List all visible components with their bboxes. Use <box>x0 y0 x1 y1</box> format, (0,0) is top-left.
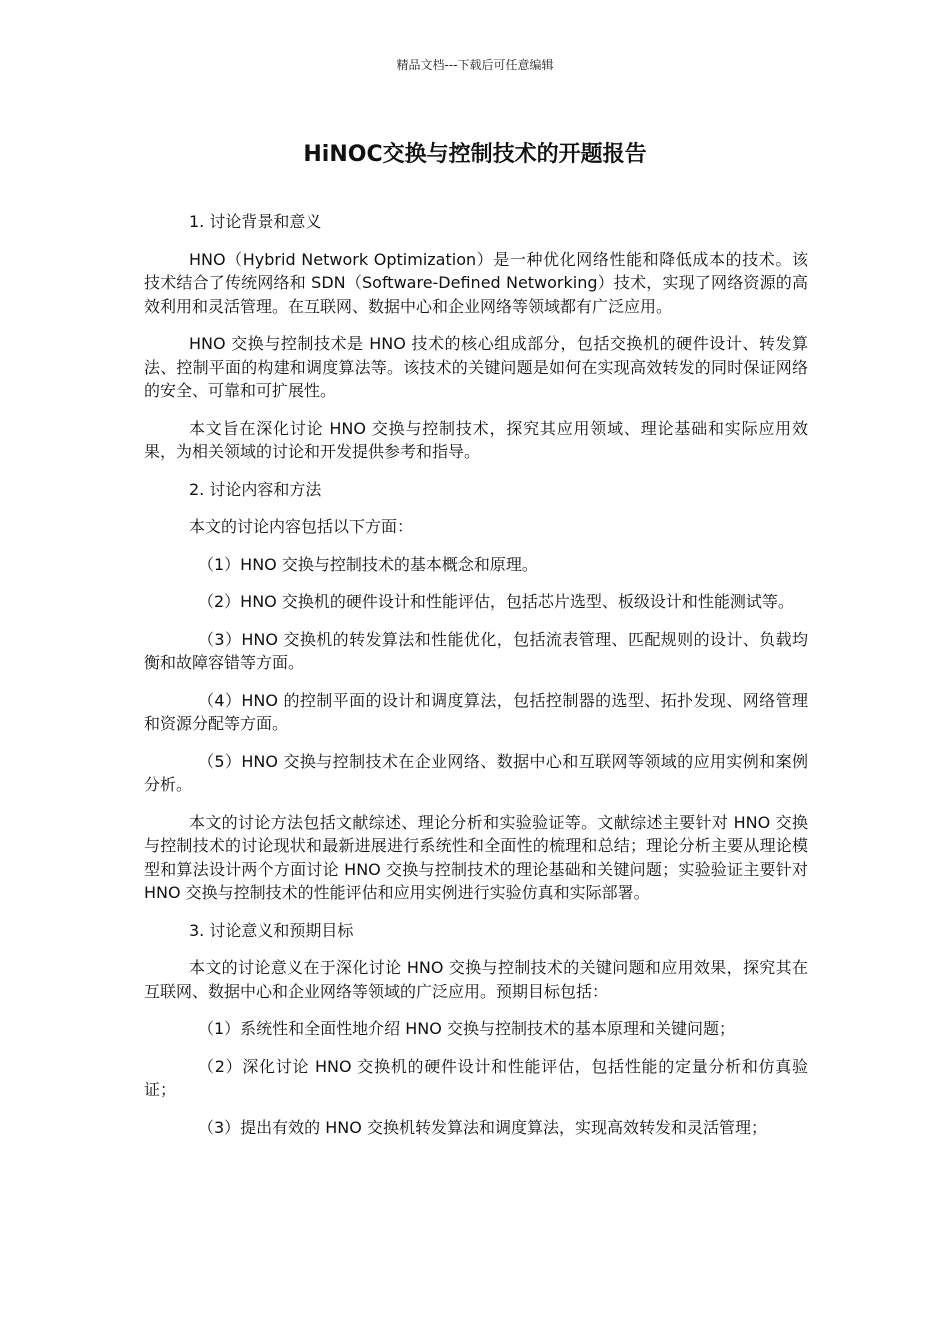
list-item: （5）HNO 交换与控制技术在企业网络、数据中心和互联网等领域的应用实例和案例分析。 <box>144 751 808 794</box>
page-header-note: 精品文档---下载后可任意编辑 <box>396 58 554 72</box>
list-item: （1）系统性和全面性地介绍 HNO 交换与控制技术的基本原理和关键问题； <box>198 1019 735 1038</box>
document-body <box>144 210 808 1153</box>
paragraph: 本文的讨论方法包括文献综述、理论分析和实验验证等。文献综述主要针对 HNO 交换与控制技术的讨论现状和最新进展进行系统性和全面性的梳理和总结；理论分析主要从理论模型和算法设计两个方面讨论 HNO 交换与控制技术的理论基础和关键问题；实验验证主要针对 HNO 交换与控制技术的性能评估和应用实例进行实验仿真和实际部署。 <box>144 812 808 902</box>
paragraph: 本文旨在深化讨论 HNO 交换与控制技术，探究其应用领域、理论基础和实际应用效果，为相关领域的讨论和开发提供参考和指导。 <box>144 418 808 461</box>
document-title: HiNOC交换与控制技术的开题报告 <box>303 142 647 167</box>
list-item: （2）HNO 交换机的硬件设计和性能评估，包括芯片选型、板级设计和性能测试等。 <box>198 592 794 611</box>
list-item: （4）HNO 的控制平面的设计和调度算法，包括控制器的选型、拓扑发现、网络管理和资源分配等方面。 <box>144 690 808 733</box>
list-item: （2）深化讨论 HNO 交换机的硬件设计和性能评估，包括性能的定量分析和仿真验证； <box>144 1056 808 1099</box>
list-item: （3）提出有效的 HNO 交换机转发算法和调度算法，实现高效转发和灵活管理； <box>198 1117 767 1137</box>
paragraph: HNO 交换与控制技术是 HNO 技术的核心组成部分，包括交换机的硬件设计、转发算法、控制平面的构建和调度算法等。该技术的关键问题是如何在实现高效转发的同时保证网络的安全、可靠和可扩展性。 <box>144 334 808 400</box>
list-item: （3）HNO 交换机的转发算法和性能优化，包括流表管理、匹配规则的设计、负载均衡和故障容错等方面。 <box>144 629 808 672</box>
paragraph: 本文的讨论意义在于深化讨论 HNO 交换与控制技术的关键问题和应用效果，探究其在互联网、数据中心和企业网络等领域的广泛应用。预期目标包括： <box>144 958 808 1001</box>
section-heading: 1. 讨论背景和意义 <box>189 212 322 231</box>
section-heading: 3. 讨论意义和预期目标 <box>189 920 354 940</box>
section-heading: 2. 讨论内容和方法 <box>189 479 322 499</box>
paragraph: HNO（Hybrid Network Optimization）是一种优化网络性能和降低成本的技术。该技术结合了传统网络和 SDN（Software-Defined Networking）技术，实现了网络资源的高效利用和灵活管理。在互联网、数据中心和企业网络等领域都有广泛应用。 <box>144 249 808 316</box>
list-item: （1）HNO 交换与控制技术的基本概念和原理。 <box>198 554 538 574</box>
paragraph: 本文的讨论内容包括以下方面： <box>189 517 414 536</box>
